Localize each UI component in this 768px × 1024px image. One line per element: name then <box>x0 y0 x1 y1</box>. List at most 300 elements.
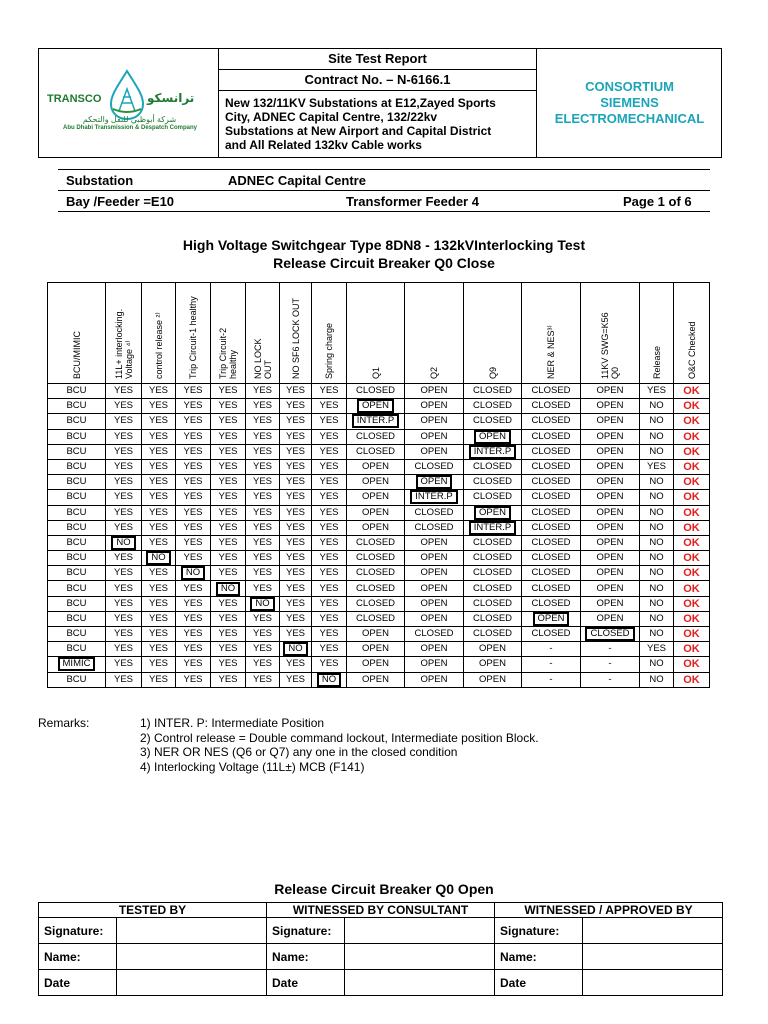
table-cell: YES <box>106 444 142 459</box>
table-cell: OPEN <box>581 475 640 490</box>
table-cell: OPEN <box>464 672 522 687</box>
table-cell: YES <box>142 581 176 596</box>
table-cell: YES <box>142 459 176 474</box>
table-cell: YES <box>142 596 176 611</box>
table-row <box>48 505 710 520</box>
table-cell: - <box>522 657 581 672</box>
changed-condition-value: INTER.P <box>352 414 399 428</box>
table-cell: YES <box>176 444 211 459</box>
table-cell: YES <box>142 490 176 505</box>
table-cell: YES <box>211 642 246 657</box>
table-cell: YES <box>246 642 280 657</box>
table-cell: CLOSED <box>464 581 522 596</box>
table-cell: YES <box>176 520 211 535</box>
table-cell: YES <box>280 414 312 429</box>
column-header <box>106 283 142 384</box>
remark-item: 3) NER OR NES (Q6 or Q7) any one in the closed condition <box>140 745 458 759</box>
table-cell: YES <box>280 475 312 490</box>
oc-checked-cell: OK <box>674 520 710 535</box>
table-cell: - <box>522 672 581 687</box>
column-header <box>176 283 211 384</box>
remark-item: 2) Control release = Double command lockout, Intermediate position Block. <box>140 730 539 745</box>
table-cell: OPEN <box>405 672 464 687</box>
signature-label: Signature: <box>495 918 583 944</box>
oc-checked-cell: OK <box>674 444 710 459</box>
contract-number: Contract No. – N-6166.1 <box>219 70 536 91</box>
table-cell: NO <box>640 566 674 581</box>
table-row <box>48 551 710 566</box>
table-cell: CLOSED <box>464 611 522 626</box>
table-cell: OPEN <box>405 581 464 596</box>
name-field[interactable] <box>345 944 495 970</box>
table-cell: NO <box>640 475 674 490</box>
table-cell: OPEN <box>405 551 464 566</box>
table-cell: YES <box>176 399 211 414</box>
table-cell: CLOSED <box>464 566 522 581</box>
table-cell: YES <box>176 505 211 520</box>
column-header-label: Voltage ⁴⁾ <box>123 340 134 379</box>
table-cell: CLOSED <box>464 627 522 642</box>
changed-condition-value: OPEN <box>474 430 511 444</box>
changed-condition-value: CLOSED <box>585 627 634 641</box>
table-cell: YES <box>312 596 347 611</box>
table-cell: YES <box>176 642 211 657</box>
remarks-label: Remarks: <box>38 716 90 730</box>
table-cell: YES <box>142 429 176 444</box>
table-cell: YES <box>280 551 312 566</box>
column-header-label: Trip Circuit-2 <box>218 327 228 379</box>
table-cell: YES <box>106 459 142 474</box>
table-cell: YES <box>246 414 280 429</box>
table-cell: OPEN <box>581 611 640 626</box>
date-label: Date <box>267 970 345 996</box>
table-row <box>48 459 710 474</box>
table-cell: OPEN <box>405 429 464 444</box>
table-cell: CLOSED <box>464 399 522 414</box>
oc-checked-cell: OK <box>674 672 710 687</box>
signature-field[interactable] <box>345 918 495 944</box>
table-cell: YES <box>106 611 142 626</box>
changed-condition-value: INTER.P <box>469 445 516 459</box>
table-cell: YES <box>312 384 347 399</box>
table-cell <box>48 657 106 672</box>
table-cell: YES <box>211 535 246 550</box>
table-cell: YES <box>280 399 312 414</box>
table-cell: CLOSED <box>522 429 581 444</box>
table-cell: YES <box>106 627 142 642</box>
changed-condition-value: NO <box>181 566 205 580</box>
table-cell: OPEN <box>581 429 640 444</box>
table-cell: YES <box>312 657 347 672</box>
table-cell: YES <box>142 627 176 642</box>
table-cell: BCU <box>48 414 106 429</box>
table-cell: CLOSED <box>347 611 405 626</box>
table-cell <box>405 475 464 490</box>
table-cell: CLOSED <box>347 444 405 459</box>
name-field[interactable] <box>583 944 723 970</box>
column-header-label: Spring charge <box>324 322 334 379</box>
table-cell: YES <box>142 566 176 581</box>
table-cell: YES <box>211 627 246 642</box>
project-line: and All Related 132kv Cable works <box>225 138 422 152</box>
table-cell: CLOSED <box>347 566 405 581</box>
date-field[interactable] <box>583 970 723 996</box>
table-cell: YES <box>312 459 347 474</box>
table-cell: YES <box>312 414 347 429</box>
table-cell: NO <box>640 672 674 687</box>
table-cell: CLOSED <box>522 596 581 611</box>
date-field[interactable] <box>345 970 495 996</box>
table-cell <box>581 627 640 642</box>
table-cell <box>464 444 522 459</box>
table-cell: YES <box>106 581 142 596</box>
table-cell: YES <box>312 490 347 505</box>
name-label: Name: <box>267 944 345 970</box>
table-cell: YES <box>106 505 142 520</box>
logo-sub-ar: شركة أبوظبي للنقل والتحكم <box>82 115 177 124</box>
table-cell: YES <box>211 551 246 566</box>
table-cell: CLOSED <box>464 414 522 429</box>
changed-condition-value: NO <box>283 642 307 656</box>
date-field[interactable] <box>117 970 267 996</box>
changed-condition-value: MIMIC <box>58 657 96 671</box>
table-cell: YES <box>176 627 211 642</box>
table-cell: YES <box>211 611 246 626</box>
table-cell: BCU <box>48 475 106 490</box>
table-cell: YES <box>176 414 211 429</box>
table-cell: YES <box>280 459 312 474</box>
table-cell: YES <box>176 384 211 399</box>
table-cell: YES <box>280 384 312 399</box>
column-header-label: control release ²⁾ <box>153 312 164 379</box>
table-cell: OPEN <box>405 611 464 626</box>
table-cell: YES <box>280 672 312 687</box>
table-cell: CLOSED <box>464 551 522 566</box>
column-header-label: Q9 <box>487 366 498 379</box>
substation-value: ADNEC Capital Centre <box>228 173 366 188</box>
oc-checked-cell: OK <box>674 535 710 550</box>
column-header-label: healthy <box>228 349 238 379</box>
bay-feeder: Bay /Feeder =E10 <box>66 194 175 209</box>
column-header-label: BCU/MIMIC <box>71 331 82 379</box>
table-cell: YES <box>246 551 280 566</box>
signature-field[interactable] <box>583 918 723 944</box>
table-cell: YES <box>246 611 280 626</box>
table-cell: YES <box>211 444 246 459</box>
column-header <box>48 283 106 384</box>
table-cell: YES <box>142 642 176 657</box>
table-cell: YES <box>106 566 142 581</box>
table-cell <box>280 642 312 657</box>
tested-by-header: TESTED BY <box>39 903 267 918</box>
table-cell <box>405 490 464 505</box>
table-cell: BCU <box>48 520 106 535</box>
table-cell: YES <box>246 384 280 399</box>
table-cell: YES <box>176 551 211 566</box>
table-cell: OPEN <box>347 505 405 520</box>
table-cell: YES <box>211 429 246 444</box>
table-cell: YES <box>312 627 347 642</box>
table-cell: OPEN <box>581 551 640 566</box>
table-cell: NO <box>640 657 674 672</box>
table-cell: CLOSED <box>405 459 464 474</box>
project-line: New 132/11KV Substations at E12,Zayed Sports <box>225 96 496 110</box>
table-cell: YES <box>106 384 142 399</box>
table-cell: OPEN <box>581 414 640 429</box>
table-cell: YES <box>211 596 246 611</box>
table-cell: CLOSED <box>347 535 405 550</box>
table-row <box>48 642 710 657</box>
column-header-label: Q1 <box>370 366 381 379</box>
table-cell: OPEN <box>464 657 522 672</box>
logo-text-ar: ترانسكو <box>147 91 195 105</box>
table-cell: OPEN <box>347 642 405 657</box>
feeder-name: Transformer Feeder 4 <box>346 194 479 209</box>
test-subtitle: Release Circuit Breaker Q0 Close <box>273 255 495 271</box>
table-cell: YES <box>176 429 211 444</box>
table-cell: YES <box>640 642 674 657</box>
table-cell: YES <box>106 490 142 505</box>
column-header <box>142 283 176 384</box>
oc-checked-cell: OK <box>674 627 710 642</box>
report-title: Site Test Report <box>219 49 536 70</box>
table-cell: CLOSED <box>522 459 581 474</box>
table-cell: YES <box>246 399 280 414</box>
consortium-line: ELECTROMECHANICAL <box>554 111 705 126</box>
table-cell: - <box>581 657 640 672</box>
table-row <box>48 611 710 626</box>
oc-checked-cell: OK <box>674 475 710 490</box>
table-cell: YES <box>106 429 142 444</box>
table-cell <box>176 566 211 581</box>
changed-condition-value: NO <box>146 551 170 565</box>
table-cell: YES <box>176 490 211 505</box>
table-cell: CLOSED <box>347 384 405 399</box>
column-header <box>581 283 640 384</box>
table-row <box>48 657 710 672</box>
table-cell: CLOSED <box>522 581 581 596</box>
table-cell: YES <box>106 596 142 611</box>
oc-checked-cell: OK <box>674 642 710 657</box>
table-cell: YES <box>176 459 211 474</box>
table-cell: YES <box>142 399 176 414</box>
table-cell: YES <box>142 520 176 535</box>
table-cell: NO <box>640 490 674 505</box>
consortium-line: CONSORTIUM <box>585 79 674 94</box>
column-header <box>246 283 280 384</box>
table-cell <box>522 611 581 626</box>
table-cell: BCU <box>48 566 106 581</box>
table-cell: OPEN <box>581 520 640 535</box>
table-cell: BCU <box>48 490 106 505</box>
table-cell: CLOSED <box>522 414 581 429</box>
table-cell: OPEN <box>405 384 464 399</box>
table-cell: YES <box>246 505 280 520</box>
table-cell: OPEN <box>581 581 640 596</box>
table-cell: YES <box>246 520 280 535</box>
table-cell: YES <box>106 642 142 657</box>
table-cell: OPEN <box>347 657 405 672</box>
table-cell <box>142 551 176 566</box>
table-cell: YES <box>211 505 246 520</box>
substation-label: Substation <box>66 173 134 188</box>
table-cell: YES <box>312 642 347 657</box>
table-cell: YES <box>106 399 142 414</box>
table-cell: YES <box>142 414 176 429</box>
table-cell: YES <box>176 475 211 490</box>
column-header-label: Q2 <box>429 366 439 379</box>
signature-table <box>38 902 723 996</box>
table-cell: YES <box>142 505 176 520</box>
project-description <box>219 91 536 157</box>
column-header <box>464 283 522 384</box>
oc-checked-cell: OK <box>674 657 710 672</box>
changed-condition-value: OPEN <box>416 475 453 489</box>
interlocking-table <box>47 282 710 688</box>
table-cell: YES <box>640 459 674 474</box>
column-header <box>312 283 347 384</box>
table-cell: CLOSED <box>522 535 581 550</box>
table-cell: YES <box>142 535 176 550</box>
table-cell: CLOSED <box>522 551 581 566</box>
column-header <box>522 283 581 384</box>
table-cell: OPEN <box>581 535 640 550</box>
table-cell <box>211 581 246 596</box>
table-cell: OPEN <box>405 566 464 581</box>
name-label: Name: <box>495 944 583 970</box>
bay-row <box>58 191 710 212</box>
table-cell: NO <box>640 611 674 626</box>
table-cell: YES <box>211 672 246 687</box>
table-cell <box>106 535 142 550</box>
table-cell: YES <box>211 475 246 490</box>
table-cell: YES <box>176 596 211 611</box>
table-cell: CLOSED <box>347 596 405 611</box>
oc-checked-cell: OK <box>674 490 710 505</box>
table-cell: YES <box>176 657 211 672</box>
table-cell: YES <box>246 444 280 459</box>
oc-checked-cell: OK <box>674 566 710 581</box>
table-cell: BCU <box>48 429 106 444</box>
table-cell: OPEN <box>347 520 405 535</box>
table-cell: OPEN <box>581 459 640 474</box>
table-cell: YES <box>106 475 142 490</box>
table-cell: CLOSED <box>522 444 581 459</box>
witnessed-consultant-header: WITNESSED BY CONSULTANT <box>267 903 495 918</box>
table-cell: NO <box>640 414 674 429</box>
table-cell: CLOSED <box>464 475 522 490</box>
table-cell: CLOSED <box>347 581 405 596</box>
table-cell: YES <box>312 475 347 490</box>
table-cell: YES <box>312 566 347 581</box>
table-cell: NO <box>640 520 674 535</box>
table-cell: YES <box>312 429 347 444</box>
table-cell: YES <box>106 657 142 672</box>
table-cell: YES <box>142 444 176 459</box>
table-cell: YES <box>280 520 312 535</box>
table-cell: YES <box>246 657 280 672</box>
table-cell: BCU <box>48 611 106 626</box>
substation-row <box>58 169 710 191</box>
column-header <box>211 283 246 384</box>
signature-label: Signature: <box>267 918 345 944</box>
table-cell: YES <box>312 581 347 596</box>
table-cell: YES <box>211 399 246 414</box>
table-row <box>48 444 710 459</box>
table-row <box>48 399 710 414</box>
table-cell: YES <box>211 414 246 429</box>
column-header <box>405 283 464 384</box>
table-cell: YES <box>312 505 347 520</box>
table-cell: OPEN <box>581 444 640 459</box>
table-cell: BCU <box>48 505 106 520</box>
column-header-label: NO LOCK <box>252 338 263 379</box>
changed-condition-value: NO <box>111 536 135 550</box>
company-logo <box>39 49 219 157</box>
table-cell <box>347 399 405 414</box>
logo-sub-en: Abu Dhabi Transmission & Despatch Company <box>62 125 198 131</box>
consortium-line: SIEMENS <box>600 95 659 110</box>
column-header-label: Trip Circuit-1 healthy <box>188 296 198 379</box>
changed-condition-value: INTER.P <box>410 490 457 504</box>
table-cell: NO <box>640 444 674 459</box>
oc-checked-cell: OK <box>674 505 710 520</box>
table-cell: CLOSED <box>522 520 581 535</box>
column-header-label: 11KV SWG=K56 <box>600 312 610 379</box>
table-cell: OPEN <box>581 596 640 611</box>
table-cell: YES <box>312 520 347 535</box>
column-header <box>280 283 312 384</box>
table-cell: YES <box>640 384 674 399</box>
table-cell: YES <box>176 611 211 626</box>
table-cell: OPEN <box>405 596 464 611</box>
consortium-block <box>537 49 722 157</box>
table-cell: CLOSED <box>522 384 581 399</box>
table-row <box>48 490 710 505</box>
table-cell: NO <box>640 399 674 414</box>
table-cell: YES <box>142 672 176 687</box>
table-cell: YES <box>312 399 347 414</box>
oc-checked-cell: OK <box>674 429 710 444</box>
table-cell: - <box>522 642 581 657</box>
table-cell: OPEN <box>405 535 464 550</box>
table-cell: YES <box>246 627 280 642</box>
column-header-label: OUT <box>262 360 273 379</box>
table-cell: CLOSED <box>405 627 464 642</box>
changed-condition-value: OPEN <box>357 399 394 413</box>
table-cell: YES <box>312 611 347 626</box>
table-cell: CLOSED <box>522 566 581 581</box>
table-cell: YES <box>280 611 312 626</box>
table-cell: OPEN <box>347 475 405 490</box>
table-cell: BCU <box>48 384 106 399</box>
table-cell: YES <box>280 444 312 459</box>
table-cell: CLOSED <box>522 627 581 642</box>
table-cell: BCU <box>48 627 106 642</box>
table-cell: BCU <box>48 459 106 474</box>
table-cell: NO <box>640 505 674 520</box>
table-cell: OPEN <box>405 399 464 414</box>
name-field[interactable] <box>117 944 267 970</box>
table-cell: YES <box>211 490 246 505</box>
changed-condition-value: NO <box>250 597 274 611</box>
oc-checked-cell: OK <box>674 399 710 414</box>
signature-field[interactable] <box>117 918 267 944</box>
table-cell: YES <box>142 384 176 399</box>
date-label: Date <box>495 970 583 996</box>
table-cell: YES <box>312 551 347 566</box>
table-cell: CLOSED <box>347 429 405 444</box>
